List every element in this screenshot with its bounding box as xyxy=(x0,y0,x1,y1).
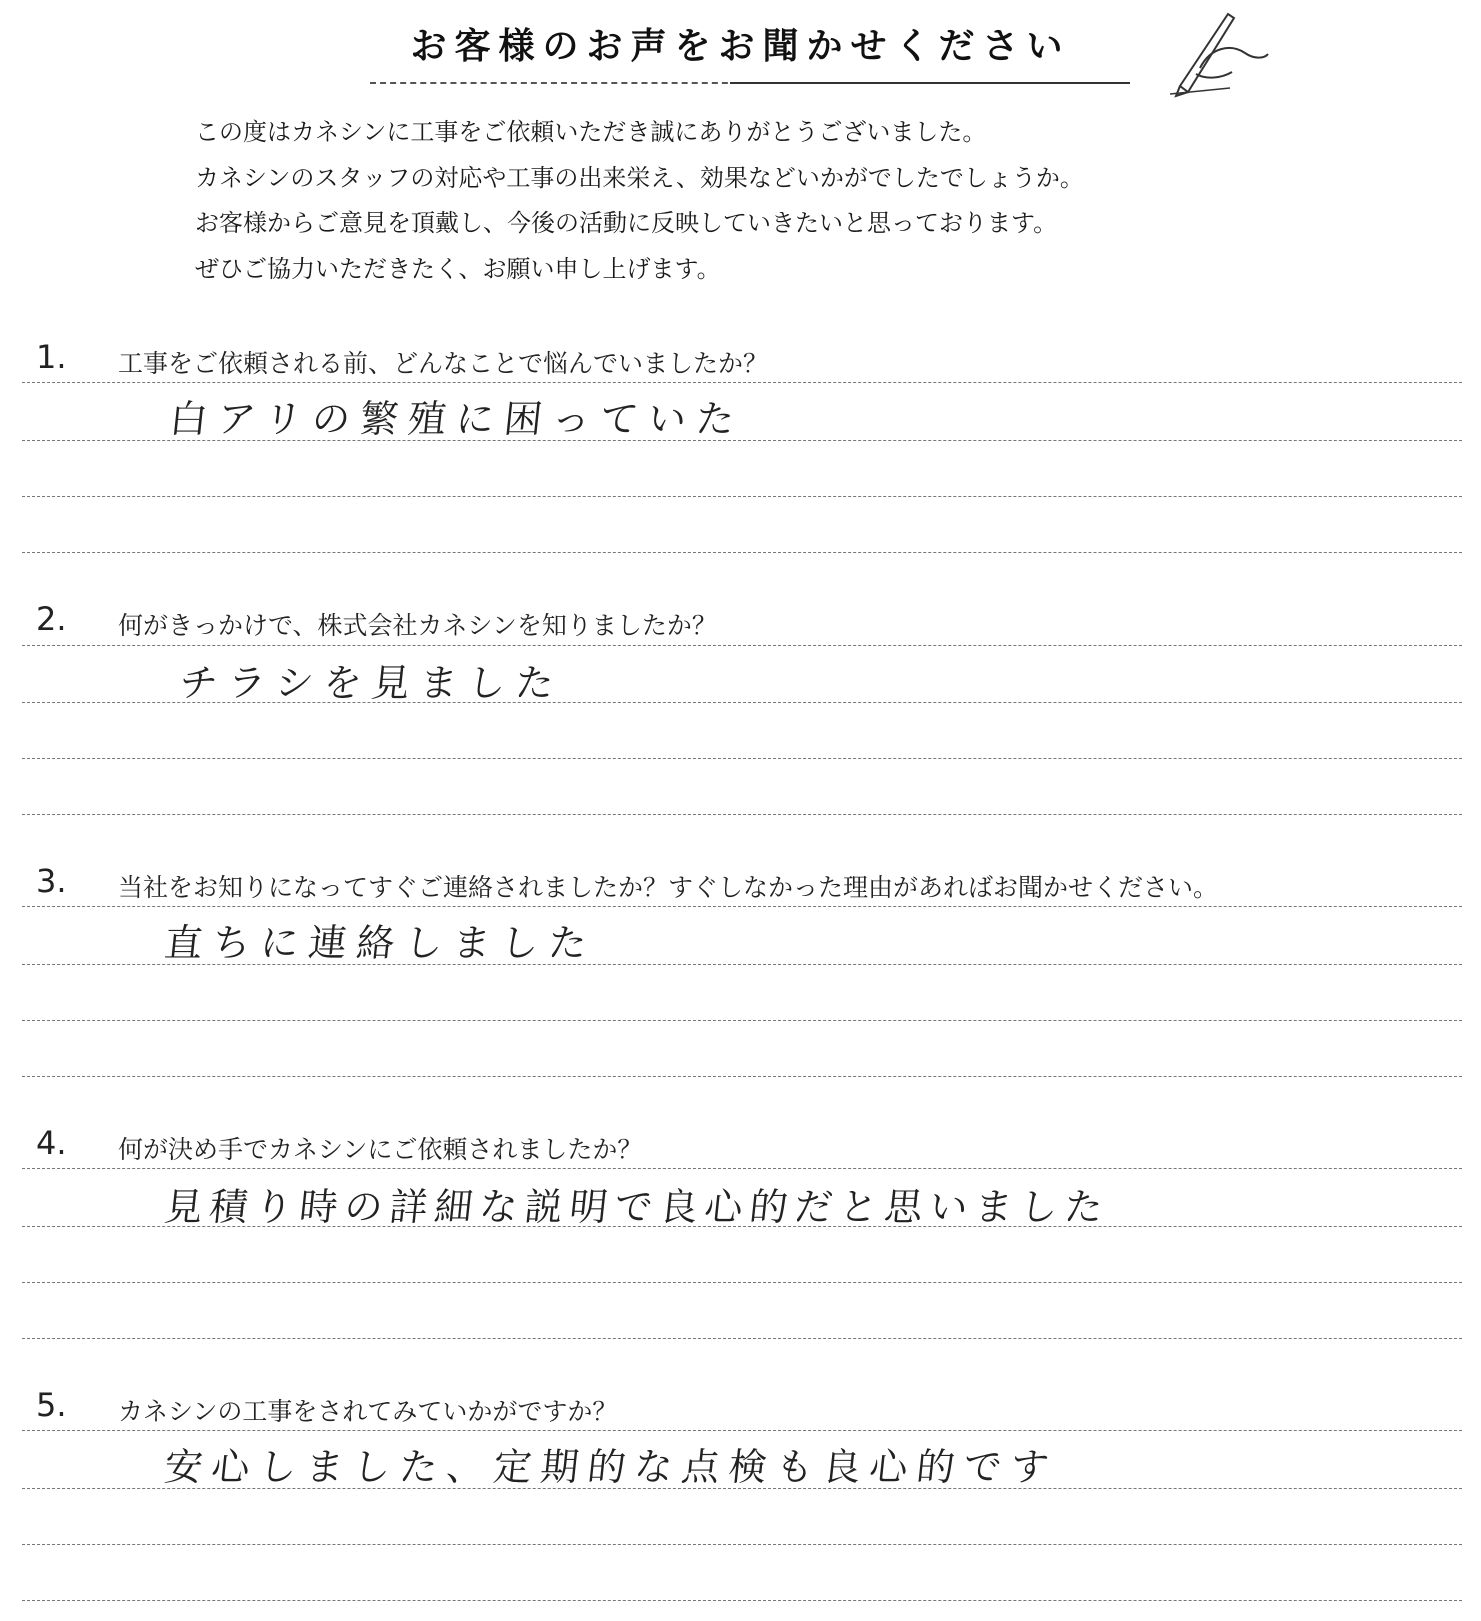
answer-line xyxy=(22,1076,1462,1077)
question-number: 4. xyxy=(36,1124,67,1162)
answer-line xyxy=(22,1544,1462,1545)
answer-line xyxy=(22,702,1462,703)
answer-line xyxy=(22,1488,1462,1489)
question-number: 5. xyxy=(36,1386,67,1424)
answer-line xyxy=(22,1282,1462,1283)
handwritten-answer: 見積り時の詳細な説明で良心的だと思いました xyxy=(162,1185,1112,1229)
answer-line xyxy=(22,1168,1462,1169)
intro-line: この度はカネシンに工事をご依頼いただき誠にありがとうございました。 xyxy=(195,118,987,146)
handwritten-answer: 白アリの繁殖に困っていた xyxy=(167,397,747,441)
question-text: 何がきっかけで、株式会社カネシンを知りましたか？ xyxy=(118,611,717,640)
intro-text xyxy=(195,110,1395,292)
pen-in-hand-icon xyxy=(1170,8,1270,98)
question-text: カネシンの工事をされてみていかがですか？ xyxy=(118,1397,618,1426)
title-underline-solid xyxy=(730,82,1130,84)
question-number: 3. xyxy=(36,862,67,900)
handwritten-answer: 直ちに連絡しました xyxy=(162,921,599,965)
intro-line: カネシンのスタッフの対応や工事の出来栄え、効果などいかがでしたでしょうか。 xyxy=(195,163,1084,192)
answer-line xyxy=(22,1338,1462,1339)
answer-line xyxy=(22,906,1462,907)
intro-line: ぜひご協力いただきたく、お願い申し上げます。 xyxy=(195,254,721,283)
answer-line xyxy=(22,964,1462,965)
answer-line xyxy=(22,1600,1462,1601)
question-text: 当社をお知りになってすぐご連絡されましたか？すぐしなかった理由があればお聞かせください。 xyxy=(118,873,1219,902)
answer-line xyxy=(22,1226,1462,1227)
answer-line xyxy=(22,552,1462,553)
answer-line xyxy=(22,440,1462,441)
question-number: 1. xyxy=(36,338,67,376)
answer-line xyxy=(22,1430,1462,1431)
answer-line xyxy=(22,382,1462,383)
question-number: 2. xyxy=(36,600,67,638)
question-text: 何が決め手でカネシンにご依頼されましたか？ xyxy=(118,1135,643,1164)
handwritten-answer: 安心しました、定期的な点検も良心的です xyxy=(162,1445,1060,1489)
answer-line xyxy=(22,758,1462,759)
answer-line xyxy=(22,496,1462,497)
answer-line xyxy=(22,814,1462,815)
page-title: お客様のお声をお聞かせください xyxy=(410,26,1071,67)
answer-line xyxy=(22,645,1462,646)
handwritten-answer: チラシを見ました xyxy=(177,661,566,705)
intro-line: お客様からご意見を頂戴し、今後の活動に反映していきたいと思っております。 xyxy=(195,209,1058,237)
answer-line xyxy=(22,1020,1462,1021)
question-text: 工事をご依頼される前、どんなことで悩んでいましたか？ xyxy=(118,349,769,378)
